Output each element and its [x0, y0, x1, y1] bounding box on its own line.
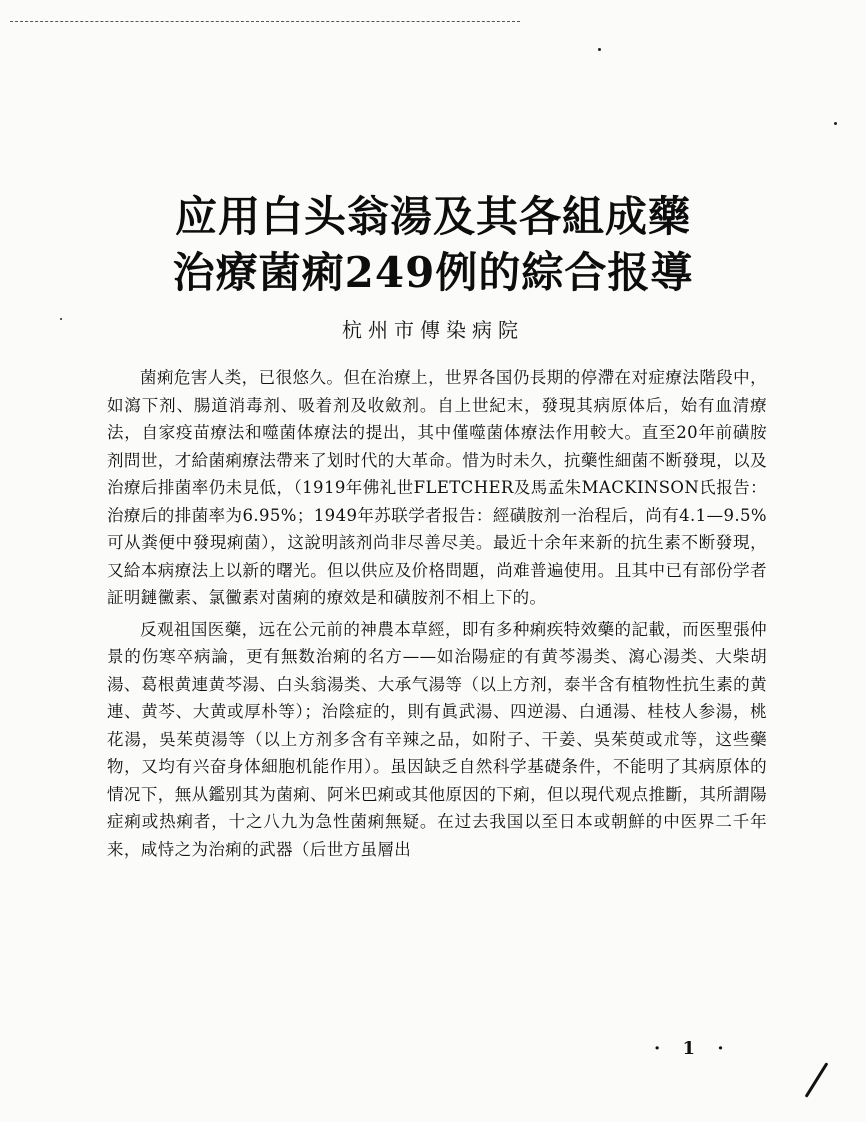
page-number: · 1 · [654, 1038, 732, 1059]
pen-scratch-mark [805, 1062, 829, 1098]
body-text [107, 364, 767, 867]
top-rule-divider [10, 21, 520, 22]
paragraph-2: 反观祖国医藥，远在公元前的神農本草經，即有多种痢疾特效藥的記載，而医聖張仲景的伤寒卒病論，更有無数治痢的名方——如治陽症的有黄芩湯类、瀉心湯类、大柴胡湯、葛根黄連黄芩湯、白头翁湯类、大承气湯等（以上方剂，泰半含有植物性抗生素的黄連、黄芩、大黄或厚朴等）；治陰症的，則有眞武湯、四逆湯、白通湯、桂枝人参湯，桃花湯，吳茱萸湯等（以上方剂多含有辛辣之品，如附子、干姜、吳茱萸或朮等，这些藥物，又均有兴奋身体細胞机能作用）。虽因缺乏自然科学基礎条件，不能明了其病原体的情况下，無从鑑别其为菌痢、阿米巴痢或其他原因的下痢，但以現代观点推斷，其所謂陽症痢或热痢者，十之八九为急性菌痢無疑。在过去我国以至日本或朝鮮的中医界二千年来，咸恃之为治痢的武器（后世方虽層出 [107, 619, 767, 859]
speck-mark [598, 48, 601, 51]
speck-mark [834, 122, 837, 125]
document-title-line-1: 应用白头翁湯及其各組成藥 [174, 192, 691, 241]
paragraph-1: 菌痢危害人类，已很悠久。但在治療上，世界各国仍長期的停滯在对症療法階段中，如瀉下剂、腸道消毒剂、吸着剂及收斂剂。自上世紀末，發現其病原体后，始有血清療法，自家疫苗療法和噬菌体療法的提出，其中僅噬菌体療法作用較大。直至20年前磺胺剂問世，才給菌痢療法帶来了划时代的大革命。惜为时未久，抗藥性細菌不断發現，以及治療后排菌率仍未見低，（1919年佛礼世FLETCHER及馬孟朱MACKINSON氏报告：治療后的排菌率为6.95%；1949年苏联学者报告：經磺胺剂一治程后，尚有4.1—9.5%可从粪便中發現痢菌），这說明該剂尚非尽善尽美。最近十余年来新的抗生素不断發現，又給本病療法上以新的曙光。但以供应及价格問題，尚难普遍使用。且其中已有部份学者証明鏈黴素、氯黴素对菌痢的療效是和磺胺剂不相上下的。 [107, 368, 767, 607]
author-institution: 杭州市傳染病院 [342, 318, 524, 342]
document-title-line-2: 治療菌痢249例的綜合报導 [172, 248, 694, 297]
